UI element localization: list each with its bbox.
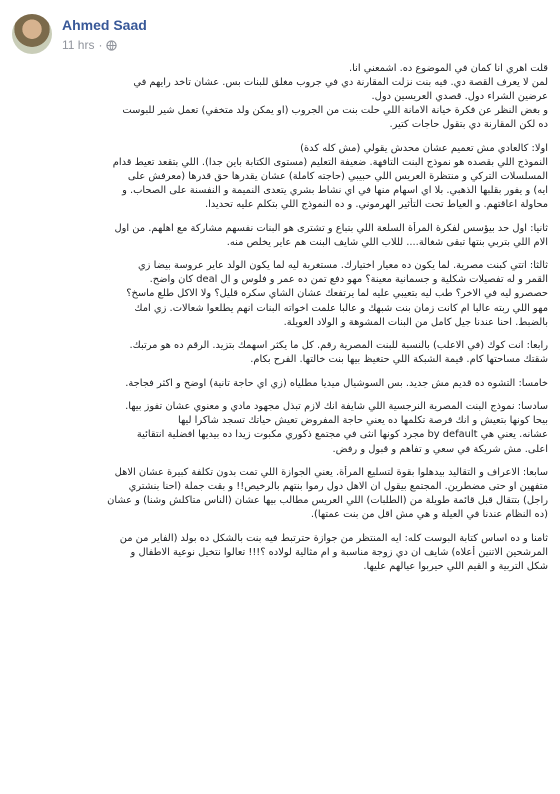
post-text-line: راجل) بتتقال قبل قائمة طويلة من (الطلبات) اللي العريس مطالب بيها عشان (الناس متاكلش وشنا) و عشان — [107, 495, 548, 507]
post-text-line: ثانيا: اول حد بيؤسس لفكرة المرأة السلعة اللي بتباع و تشترى هو البنات نفسهم مشاركة مع اهلهم. من اول — [114, 222, 548, 234]
post-text-line: شكل التربية و القيم اللي حيربوا عيالهم عليها. — [363, 560, 548, 572]
post-paragraph — [12, 259, 548, 329]
post-text-line: مهو اللي ربته عالبا ام كانت زمان بنت شبهك و عالبا علمت اخواته البنات انهم يطلعوا شعالات. زي امك — [134, 302, 548, 314]
post-text-line: الام اللي بتربي بنتها تبقى شغالة.... لللاب اللي شايف البنت هم عاير يخلص منه. — [226, 236, 548, 248]
post-text-line: النموذج اللي بقصده هو نموذج البنت التافهة. ضعيفة التعليم (مستوى الكتابة باين جدا). اللي بتقعد تعيط قدام — [112, 156, 548, 168]
post-paragraph — [12, 222, 548, 250]
post-text-line: ثالثا: اتتي كبنت مصرية. لما يكون ده معيار اختيارك. مستغربة ليه لما يكون الولد عاير عروسة بيضا زي — [137, 260, 548, 272]
post-text-line: و بغض النظر عن فكرة خيانة الامانة اللي حلت بنت من الجروب (او يمكن ولد متخفي) تعمل شير للبوست — [122, 105, 548, 117]
post-text-line: شقتك مساحتها كام. قيمة الشبكة اللي حتغيظ بيها بنت خالتها. الفرح بكام. — [250, 354, 548, 366]
post-text-line: عشانه. يعني هي by default مجرد كونها انثى في مجتمع ذكوري مكبوت زيدا ده بيديها افضلية انتقائية — [136, 429, 548, 441]
post-text-line: المسلسلات التركي و منتظرة العريس اللي حبيبي (حاجته كاملة) عشان يقدرها حق قدرها (معرفش على — [127, 171, 548, 183]
post-paragraph — [12, 400, 548, 456]
post-text-line: خامسا: التشوه ده قديم مش جديد. بس السوشيال ميديا مطلياه (زي اي حاجة تانية) اوضح و اكثر فجاجة. — [125, 377, 548, 389]
post-paragraph — [12, 532, 548, 574]
post-paragraph — [12, 466, 548, 522]
post-text-line: اعلى. مش شريكة في سعي و تفاهم و قبول و رفض. — [332, 443, 548, 455]
meta-separator: · — [98, 38, 103, 52]
post-text-line: عرضين الشراء دول. قصدي العريسين دول. — [371, 91, 548, 103]
post-body — [0, 62, 560, 574]
post-paragraph — [12, 62, 548, 132]
post-timestamp[interactable]: 11 hrs — [62, 38, 95, 52]
author-name[interactable]: Ahmed Saad — [62, 17, 147, 33]
post-text-line: رابعا: انت كوك (في الاعلب) بالنسبة للبنت المصرية رقم. كل ما يكثر اسهمك بتزيد. الرقم ده هو مرتبك. — [129, 340, 548, 352]
post-text-line: المرشحين الاتنين أعلاه) شايف ان دي زوجة مناسبة و ام مثالية لولاده ؟!!! تعالوا نتخيل نوعية الاطفال و — [130, 546, 548, 558]
post-text-line: اولا: كالعادي مش تعميم عشان محدش يقولي (مش كله كدة) — [300, 142, 548, 154]
post-paragraph — [12, 377, 548, 391]
post-text-line: سادسا: نموذج البنت المصرية النرجسية اللي شايفة انك لازم تبذل مجهود مادي و معنوي عشان تفوز بيها. — [125, 401, 548, 413]
post-text-line: قلت اهري انا كمان في الموضوع ده. اشمعني انا. — [348, 63, 548, 74]
post-text-line: ثامنا و ده اساس كتابة البوست كله: ايه المنتظر من جوازة حترتبط فيه بنت بالشكل ده بولد (الفاير من من — [119, 532, 548, 544]
post-text-line: بالضبط. احنا عندنا جيل كامل من البنات المشوهة و الولاد العويلة. — [283, 316, 548, 328]
post-text-line: لمن لا يعرف القصة دي. فيه بنت نزلت المقارنة دي في جروب مغلق للبنات بس. عشان تاخد رايهم في — [133, 77, 548, 89]
post-text-line: حصصرو ليه في الاخر؟ طب ليه بتعيبي عليه لما يرتفعك عشان الشاي سكره قليل؟ ولا الاكل طلع ماسخ؟ — [126, 288, 548, 300]
post-text-line: متفهين او حتى مضطرين. المجتمع بيقول ان الاهل دول رموا بنتهم بالرخيص!! و بقت جملة (احنا بنشتري — [128, 481, 548, 493]
post-text-line: ده لكن المقارنة دي بتقول حاجات كتير. — [389, 119, 548, 131]
post-paragraph — [12, 142, 548, 212]
post-text-line: بيحا كونها بتعيش و انك فرصة تكلمها ده يعني حاجة المفروض تعيش حياتك تسجد شاكرا ليها — [177, 415, 548, 427]
post-text-line: محاولة اعاقتهم. و العياط تحت التأثير الهرموني. و ده النموذج اللي بتكلم عليه تحديدا. — [204, 199, 548, 211]
post-text-line: ايه) و يفور بقلبها الذهبي. بلا اي اسهام منها في اي نشاط بشري يتعدى النميمة و النفسنة على الصحاب. و — [122, 185, 548, 197]
post-text-line: (ده النظام عندنا في العيلة و هي مش اقل من بنت عمتها). — [310, 509, 548, 521]
post-paragraph — [12, 339, 548, 367]
post-text-line: سابعا: الاعراف و التقاليد بيدهلوا بقوة لتسليع المرأة. يعني الجوازة اللي تمت بدون تكلفة كبيرة عشان الاهل — [114, 466, 548, 478]
post-header — [0, 0, 560, 62]
post-meta — [62, 38, 117, 52]
globe-icon[interactable] — [106, 40, 117, 51]
post-text-line: القمر و له تفصيلات شكلية و جسمانية معينة؟ مهو دفع تمن ده عمر و فلوس و ال deal كان واضح. — [149, 274, 548, 286]
avatar[interactable] — [12, 14, 52, 54]
